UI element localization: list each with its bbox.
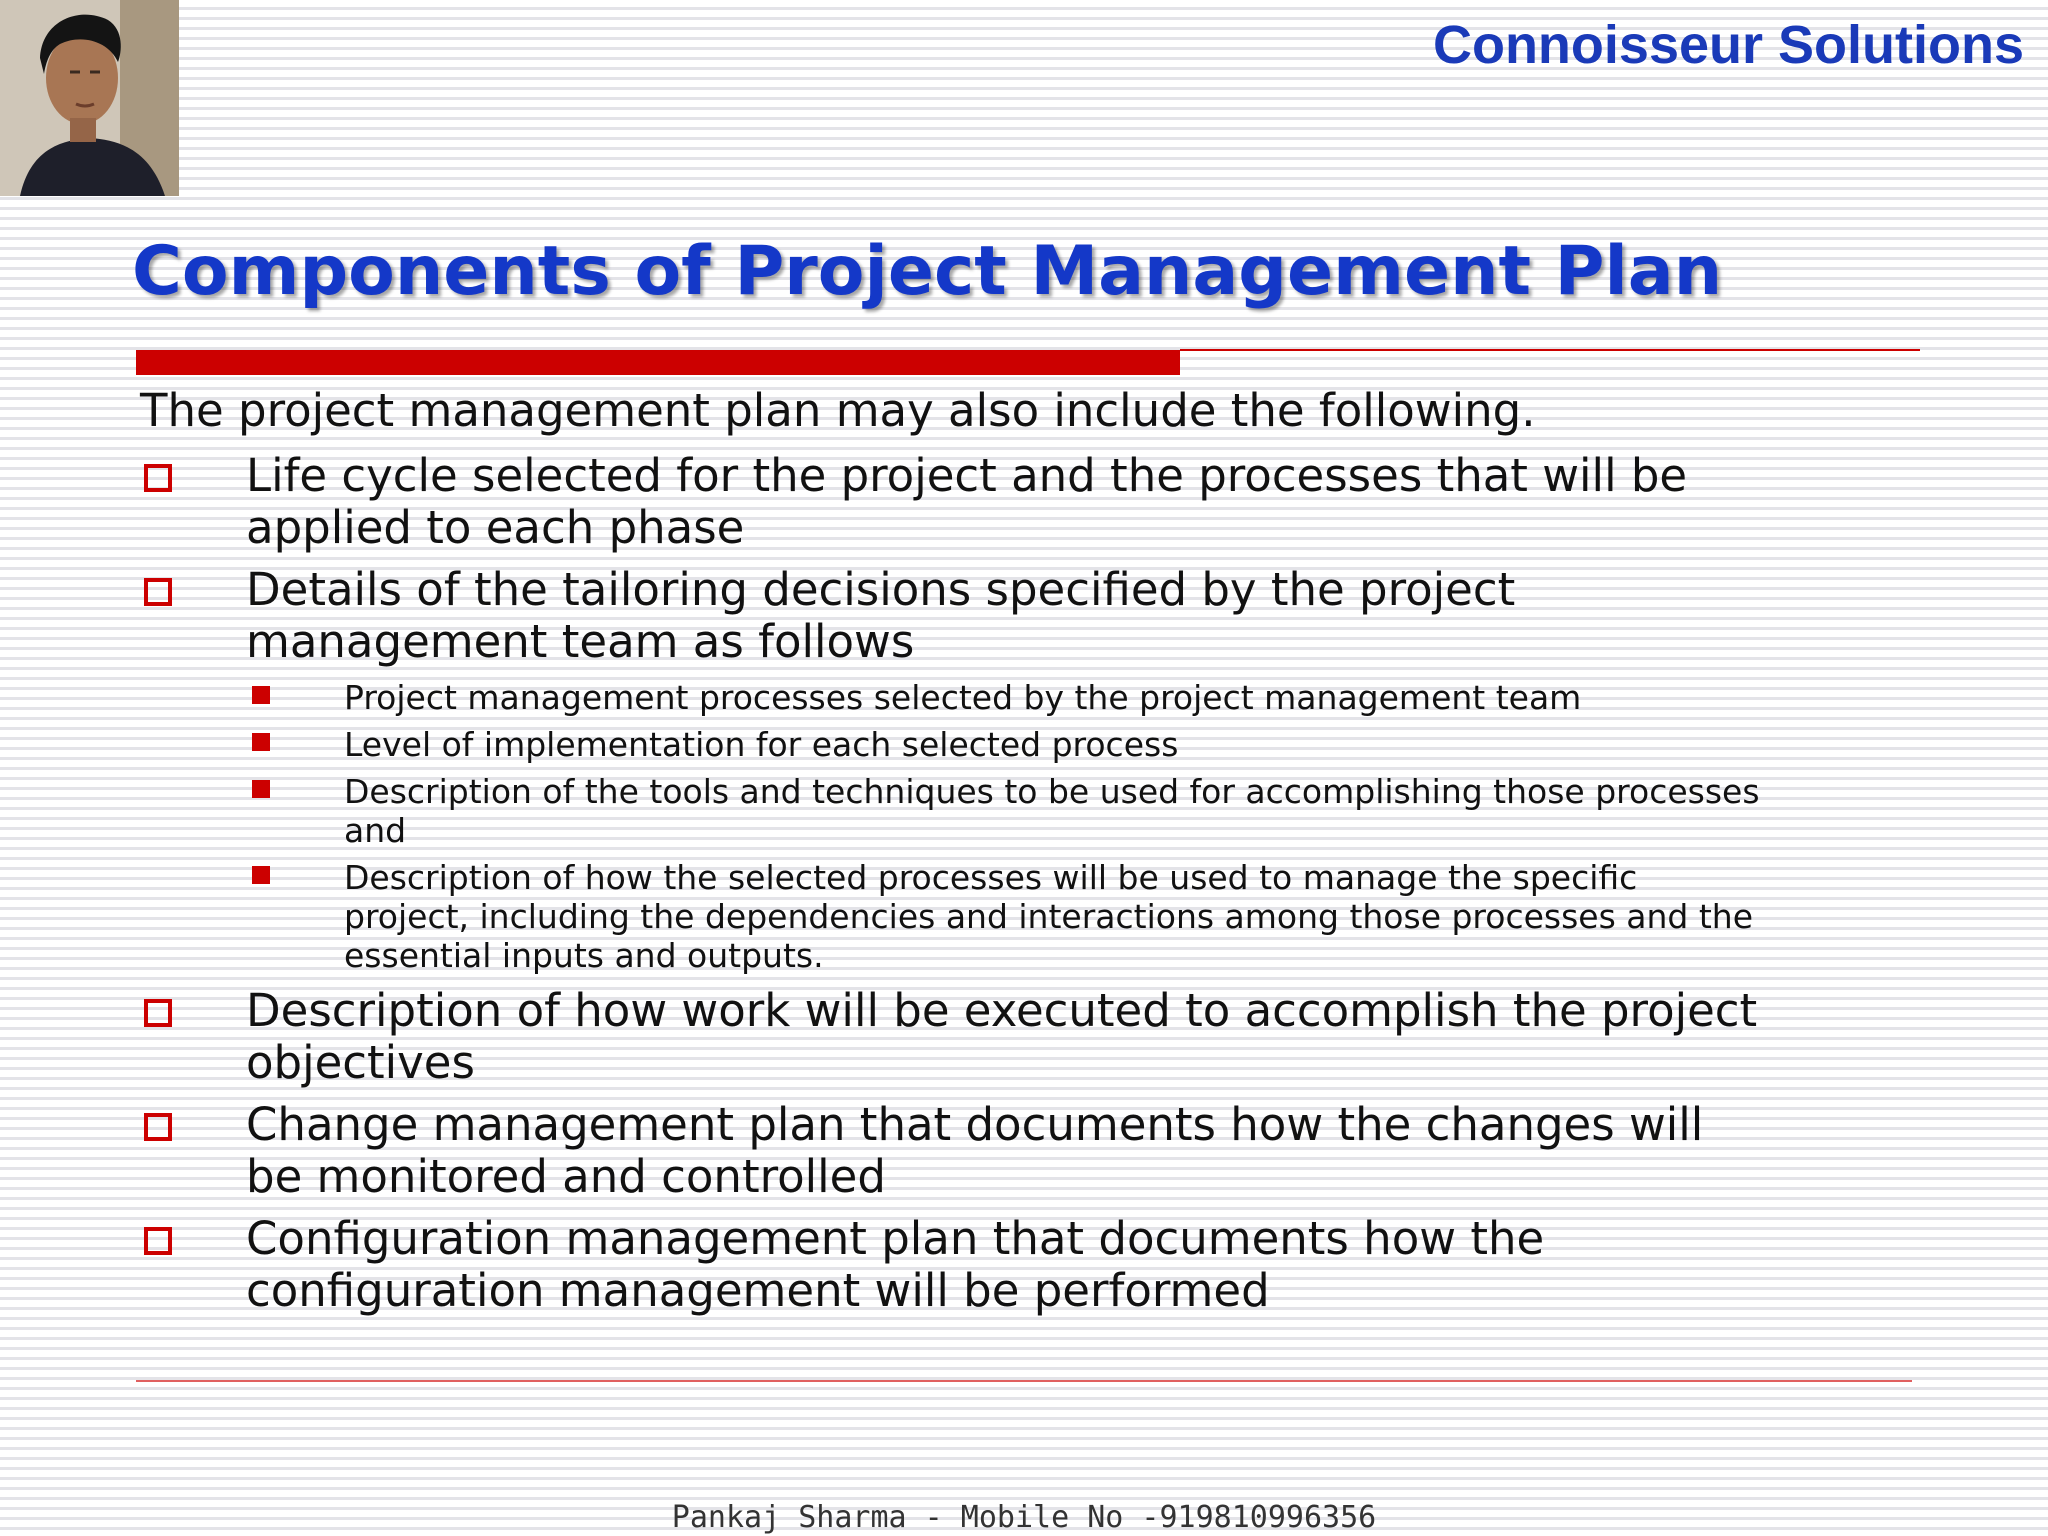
bullet-text: Life cycle selected for the project and the processes that will be applied to each phase bbox=[246, 449, 1688, 554]
presenter-portrait-image bbox=[0, 0, 179, 196]
bullet-item bbox=[140, 564, 1760, 668]
sub-bullet-text: Level of implementation for each selected process bbox=[344, 725, 1179, 764]
sub-bullet-item bbox=[140, 858, 1760, 975]
bullet-text: Change management plan that documents how the changes will be monitored and controlled bbox=[246, 1098, 1704, 1203]
bullet-text: Configuration management plan that documents how the configuration management will be performed bbox=[246, 1212, 1545, 1317]
bullet-item bbox=[140, 450, 1760, 554]
footer-divider bbox=[136, 1380, 1912, 1382]
intro-text: The project management plan may also include the following. bbox=[140, 384, 1536, 437]
sub-bullet-text: Description of the tools and techniques to be used for accomplishing those processes and bbox=[344, 772, 1760, 850]
hollow-square-icon bbox=[144, 464, 172, 492]
sub-bullet-list bbox=[140, 678, 1760, 975]
footer-contact: Pankaj Sharma - Mobile No -919810996356 bbox=[671, 1500, 1377, 1535]
title-underline-thin bbox=[1180, 349, 1920, 351]
bullet-item bbox=[140, 985, 1760, 1089]
bullet-item bbox=[140, 1213, 1760, 1317]
filled-square-icon bbox=[252, 733, 270, 751]
hollow-square-icon bbox=[144, 1227, 172, 1255]
hollow-square-icon bbox=[144, 578, 172, 606]
hollow-square-icon bbox=[144, 999, 172, 1027]
sub-bullet-item bbox=[140, 772, 1760, 850]
slide-title: Components of Project Management Plan bbox=[132, 232, 1723, 311]
filled-square-icon bbox=[252, 686, 270, 704]
sub-bullet-item bbox=[140, 678, 1760, 717]
sub-bullet-text: Description of how the selected processes will be used to manage the specific project, including the dependencies and interactions among those processes and the essential inputs and outputs. bbox=[344, 858, 1754, 975]
slide-content bbox=[140, 382, 1760, 1317]
sub-bullet-text: Project management processes selected by the project management team bbox=[344, 678, 1582, 717]
filled-square-icon bbox=[252, 780, 270, 798]
bullet-text: Details of the tailoring decisions specified by the project management team as follows bbox=[246, 563, 1516, 668]
filled-square-icon bbox=[252, 866, 270, 884]
bullet-item bbox=[140, 1099, 1760, 1203]
bullet-text: Description of how work will be executed to accomplish the project objectives bbox=[246, 984, 1758, 1089]
title-underline-thick bbox=[136, 350, 1180, 375]
hollow-square-icon bbox=[144, 1113, 172, 1141]
sub-bullet-item bbox=[140, 725, 1760, 764]
brand-name: Connoisseur Solutions bbox=[1432, 15, 2024, 75]
presenter-photo bbox=[0, 0, 179, 196]
